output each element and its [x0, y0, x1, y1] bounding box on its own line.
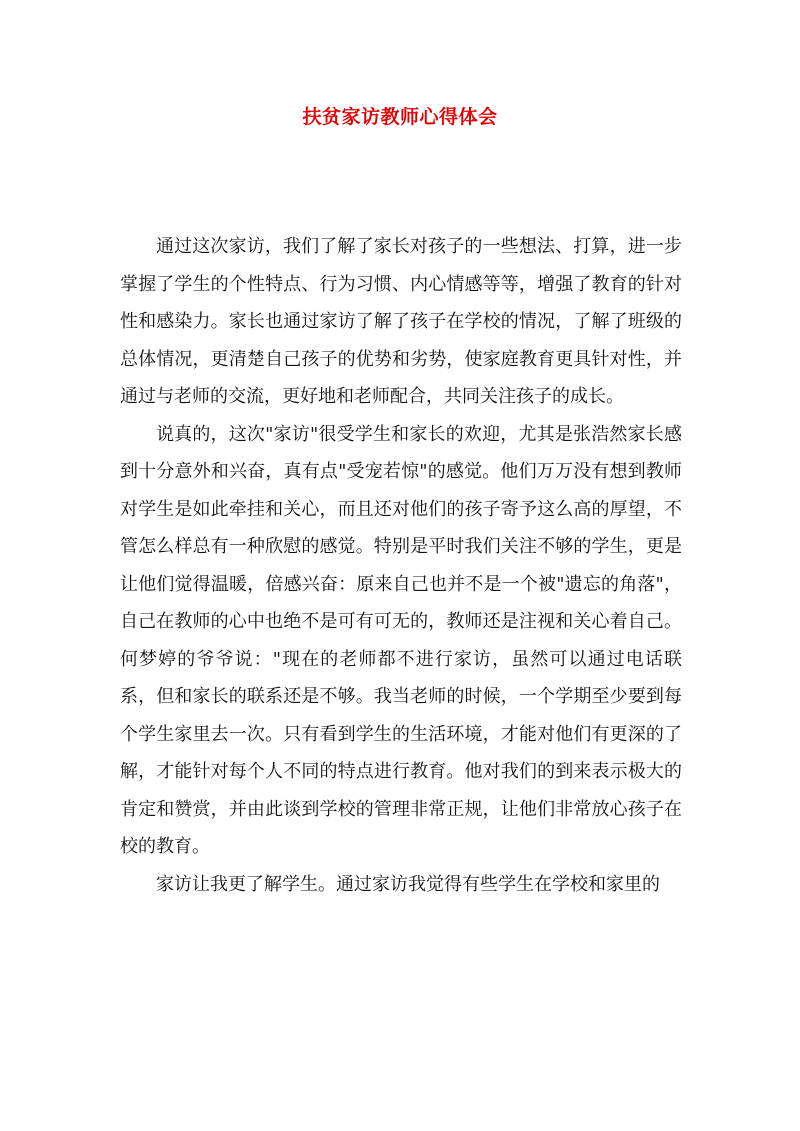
paragraph-3: 家访让我更了解学生。通过家访我觉得有些学生在学校和家里的 — [156, 873, 660, 895]
document-title: 扶贫家访教师心得体会 — [302, 106, 498, 128]
paragraph-2: 说真的，这次"家访"很受学生和家长的欢迎，尤其是张浩然家长感到十分意外和兴奋，真有点"受宠若惊"的感觉。他们万万没有想到教师对学生是如此牵挂和关心，而且还对他们的孩子寄予这么高的厚望，不管怎么样总有一种欣慰的感觉。特别是平时我们关注不够的学生，更是让他们觉得温暖，倍感兴奋：原来自己也并不是一个被"遗忘的角落"，自己在教师的心中也绝不是可有可无的，教师还是注视和关心着自己。何梦婷的爷爷说："现在的老师都不进行家访，虽然可以通过电话联系，但和家长的联系还是不够。我当老师的时候，一个学期至少要到每个学生家里去一次。只有看到学生的生活环境，才能对他们有更深的了解，才能针对每个人不同的特点进行教育。他对我们的到来表示极大的肯定和赞赏，并由此谈到学校的管理非常正规，让他们非常放心孩子在校的教育。 — [120, 423, 682, 857]
document-body — [120, 228, 682, 903]
paragraph-1: 通过这次家访，我们了解了家长对孩子的一些想法、打算，进一步掌握了学生的个性特点、行为习惯、内心情感等等，增强了教育的针对性和感染力。家长也通过家访了解了孩子在学校的情况，了解了班级的总体情况，更清楚自己孩子的优势和劣势，使家庭教育更具针对性，并通过与老师的交流，更好地和老师配合，共同关注孩子的成长。 — [120, 236, 682, 407]
